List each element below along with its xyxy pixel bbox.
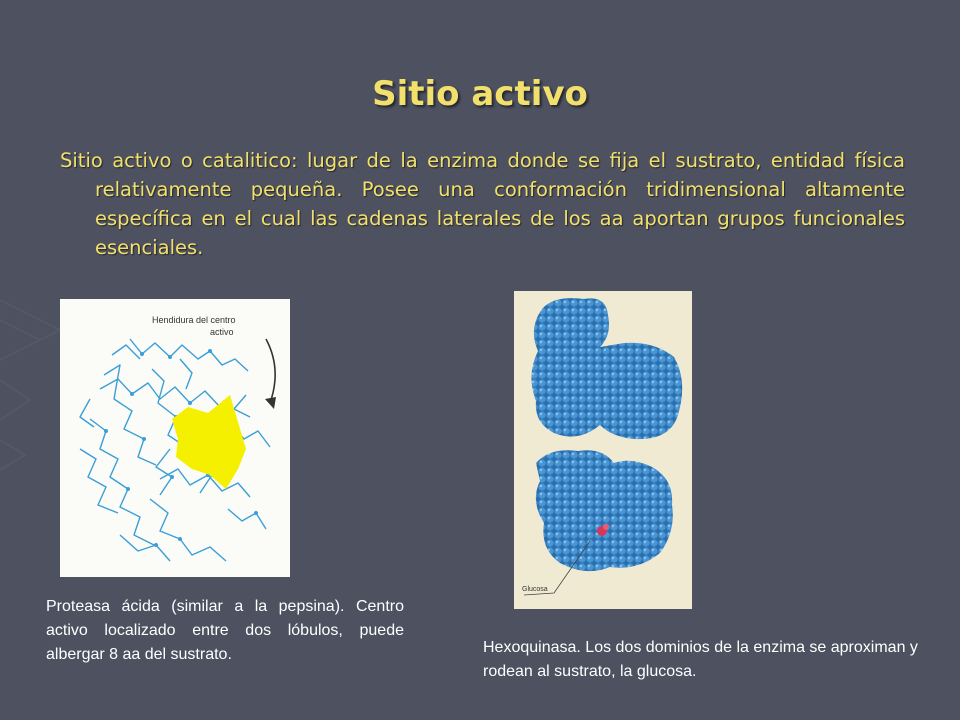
hexokinase-caption: Hexoquinasa. Los dos dominios de la enzima se aproximan y rodean al sustrato, la glucosa. xyxy=(483,639,918,680)
protease-backbone-diagram xyxy=(60,299,290,577)
glucose-label: Glucosa xyxy=(522,586,548,593)
figure-label-line2: activo xyxy=(210,327,234,337)
protease-caption: Proteasa ácida (similar a la pepsina). Centro activo localizado entre dos lóbulos, puede albergar 8 aa del sustrato. xyxy=(46,598,404,663)
figure-label-line1: Hendidura del centro xyxy=(152,315,236,325)
definition-term: Sitio activo o catalitico: xyxy=(60,149,298,172)
definition-text: lugar de la enzima donde se fija el sustrato, entidad física relativamente pequeña. Posee una conformación tridimensional altamente específica en el cual las cadenas laterales de los aa aportan grupos funcionales esenciales. xyxy=(95,149,906,259)
hexokinase-figure xyxy=(514,291,692,609)
slide-title: Sitio activo xyxy=(372,74,588,114)
hexokinase-sphere-model xyxy=(514,291,692,609)
protease-figure xyxy=(60,299,290,577)
definition-paragraph xyxy=(60,146,905,262)
